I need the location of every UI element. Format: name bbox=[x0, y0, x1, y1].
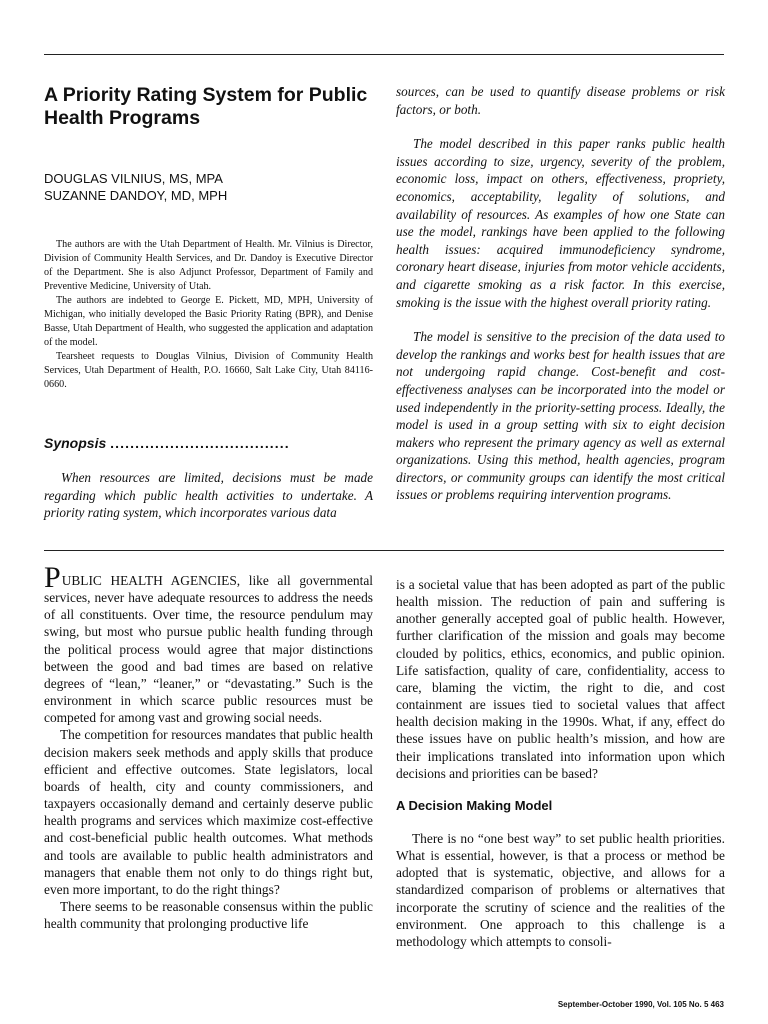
body-left-column bbox=[44, 561, 373, 932]
synopsis-paragraph: sources, can be used to quantify disease problems or risk factors, or both. bbox=[396, 84, 725, 117]
body-paragraph: The competition for resources mandates that public health decision makers seek methods and apply skills that produce efficient and effective outcomes. State legislators, local boards of health, city and county commissioners, and taxpayers occasionally demand and certainly deserve public health programs and services which maximize cost-effective and cost-beneficial public health outcomes. What methods and tools are available to public health administrators and managers that enable them not only to do things right but, even more important, to do the right things? bbox=[44, 727, 373, 897]
author-list bbox=[44, 170, 374, 204]
page-footer: September-October 1990, Vol. 105 No. 5 463 bbox=[557, 1000, 724, 1009]
top-rule bbox=[44, 54, 724, 55]
synopsis-heading bbox=[44, 435, 374, 451]
synopsis-leader-dots: .................................... bbox=[110, 435, 290, 451]
acknowledgment-paragraph: The authors are indebted to George E. Pickett, MD, MPH, University of Michigan, who initially developed the Basic Priority Rating (BPR), and Denise Basse, Utah Department of Health, who suggested the application and adaptation of the model. bbox=[44, 295, 373, 349]
body-paragraph-text: like all governmental services, never have adequate resources to address the needs of all constituents. Over time, the resource pendulum may swing, but most who pursue public health funding through the political process would agree that major distinctions between the good and bad times are based on relative degrees of “lean,” “leaner,” or “devastating.” Such is the environment in which scarce public resources must be competed for among vast and growing social needs. bbox=[44, 573, 373, 726]
section-heading: A Decision Making Model bbox=[396, 797, 553, 813]
author-affiliation-note bbox=[44, 238, 373, 393]
synopsis-left-column bbox=[44, 469, 373, 522]
synopsis-paragraph: When resources are limited, decisions must be made regarding which public health activities to undertake. A priority rating system, which incorporates various data bbox=[44, 470, 373, 521]
tearsheet-paragraph: Tearsheet requests to Douglas Vilnius, Division of Community Health Services, Utah Department of Health, P.O. 16660, Salt Lake City, Utah 84116-0660. bbox=[44, 351, 373, 391]
affiliation-paragraph: The authors are with the Utah Department of Health. Mr. Vilnius is Director, Division of Community Health Services, and Dr. Dandoy is Executive Director of the Department. She is also Adjunct Professor, Department of Family and Preventive Medicine, University of Utah. bbox=[44, 239, 373, 293]
synopsis-paragraph: The model is sensitive to the precision of the data used to develop the rankings and works best for health issues that are not undergoing rapid change. Cost-benefit and cost-effectiveness analyses can be incorporated into the model or used independently in the priority-setting process. Ideally, the model is used in a group setting with six to eight decision makers who represent the primary agency as well as external organizations. Using this method, health agencies, program directors, or community groups can identify the most critical issues or problems requiring intervention programs. bbox=[396, 329, 725, 503]
synopsis-paragraph: The model described in this paper ranks public health issues according to size, urgency, severity of the problem, economic loss, impact on others, effectiveness, propriety, economics, acceptability, legality of solutions, and availability of resources. As examples of how one State can use the model, rankings have been applied to the following health issues: acquired immunodeficiency syndrome, coronary heart disease, injuries from motor vehicle accidents, and cigarette smoking as a risk factor. In this exercise, smoking is the issue with the highest overall priority rating. bbox=[396, 136, 725, 310]
lead-in-small-caps: UBLIC HEALTH AGENCIES, bbox=[61, 573, 241, 588]
body-right-column bbox=[396, 576, 725, 950]
section-rule bbox=[44, 550, 724, 551]
article-title: A Priority Rating System for Public Health Programs bbox=[44, 84, 368, 129]
author-name: SUZANNE DANDOY, MD, MPH bbox=[44, 188, 228, 203]
body-paragraph: There seems to be reasonable consensus within the public health community that prolonging productive life bbox=[44, 898, 373, 932]
synopsis-right-column bbox=[396, 83, 725, 504]
body-paragraph: There is no “one best way” to set public health priorities. What is essential, however, is that a process or method be adopted that is systematic, objective, and allows for a standardized comparison of problems or alternatives that incorporate the scrutiny of science and the realities of the environment. One approach to this challenge is a methodology which attempts to consoli- bbox=[396, 830, 725, 949]
body-paragraph: is a societal value that has been adopted as part of the public health mission. The reduction of pain and suffering is another generally accepted goal of public health. However, further clarification of the mission and goals may become clouded by politics, ethics, economics, and public opinion. Life satisfaction, quality of care, confidentiality, access to care, blaming the victim, the right to die, and cost containment are issues tied to societal values that affect health decision making in the 1990s. What, if any, effect do these issues have on public health’s mission, and how are their implications translated into information upon which decisions and priorities can be based? bbox=[396, 577, 725, 781]
synopsis-heading-label: Synopsis bbox=[44, 435, 107, 451]
author-name: DOUGLAS VILNIUS, MS, MPA bbox=[44, 171, 223, 186]
body-paragraph bbox=[44, 561, 373, 726]
drop-cap: P bbox=[44, 561, 61, 594]
